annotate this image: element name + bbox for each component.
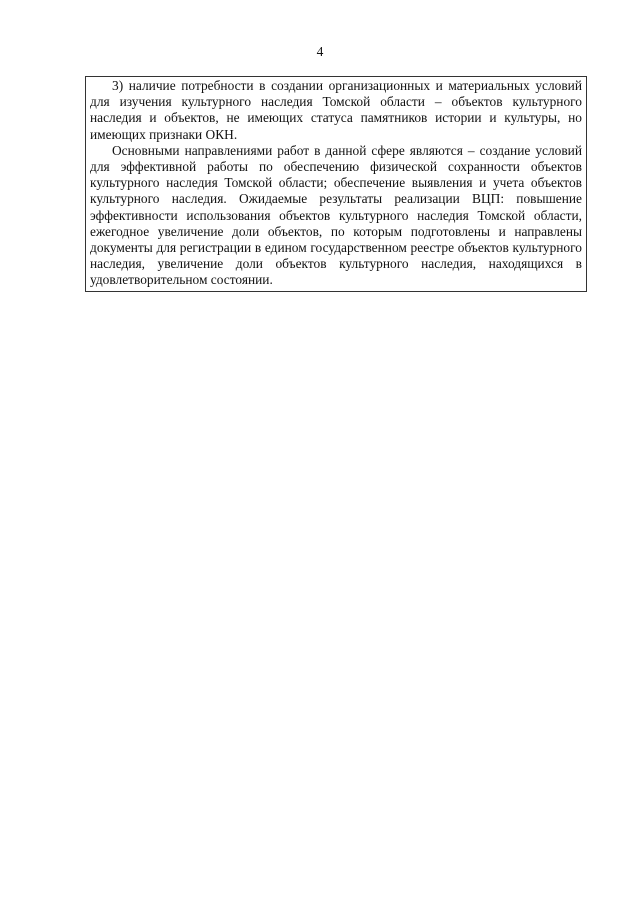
bordered-text-box: [85, 76, 587, 292]
paragraph-item-3: 3) наличие потребности в создании организационных и материальных условий для изучения культурного наследия Томской области – объектов культурного наследия и объектов, не имеющих статуса памятников истории и культуры, но имеющих признаки ОКН.: [90, 78, 582, 142]
page-number: 4: [316, 44, 324, 59]
paragraph-directions: Основными направлениями работ в данной сфере являются – создание условий для эффективной работы по обеспечению физической сохранности объектов культурного наследия Томской области; обеспечение выявления и учета объектов культурного наследия. Ожидаемые результаты реализации ВЦП: повышение эффективности использования объектов культурного наследия Томской области, ежегодное увеличение доли объектов, по которым подготовлены и направлены документы для регистрации в едином государственном реестре объектов культурного наследия, увеличение доли объектов культурного наследия, находящихся в удовлетворительном состоянии.: [90, 142, 582, 288]
